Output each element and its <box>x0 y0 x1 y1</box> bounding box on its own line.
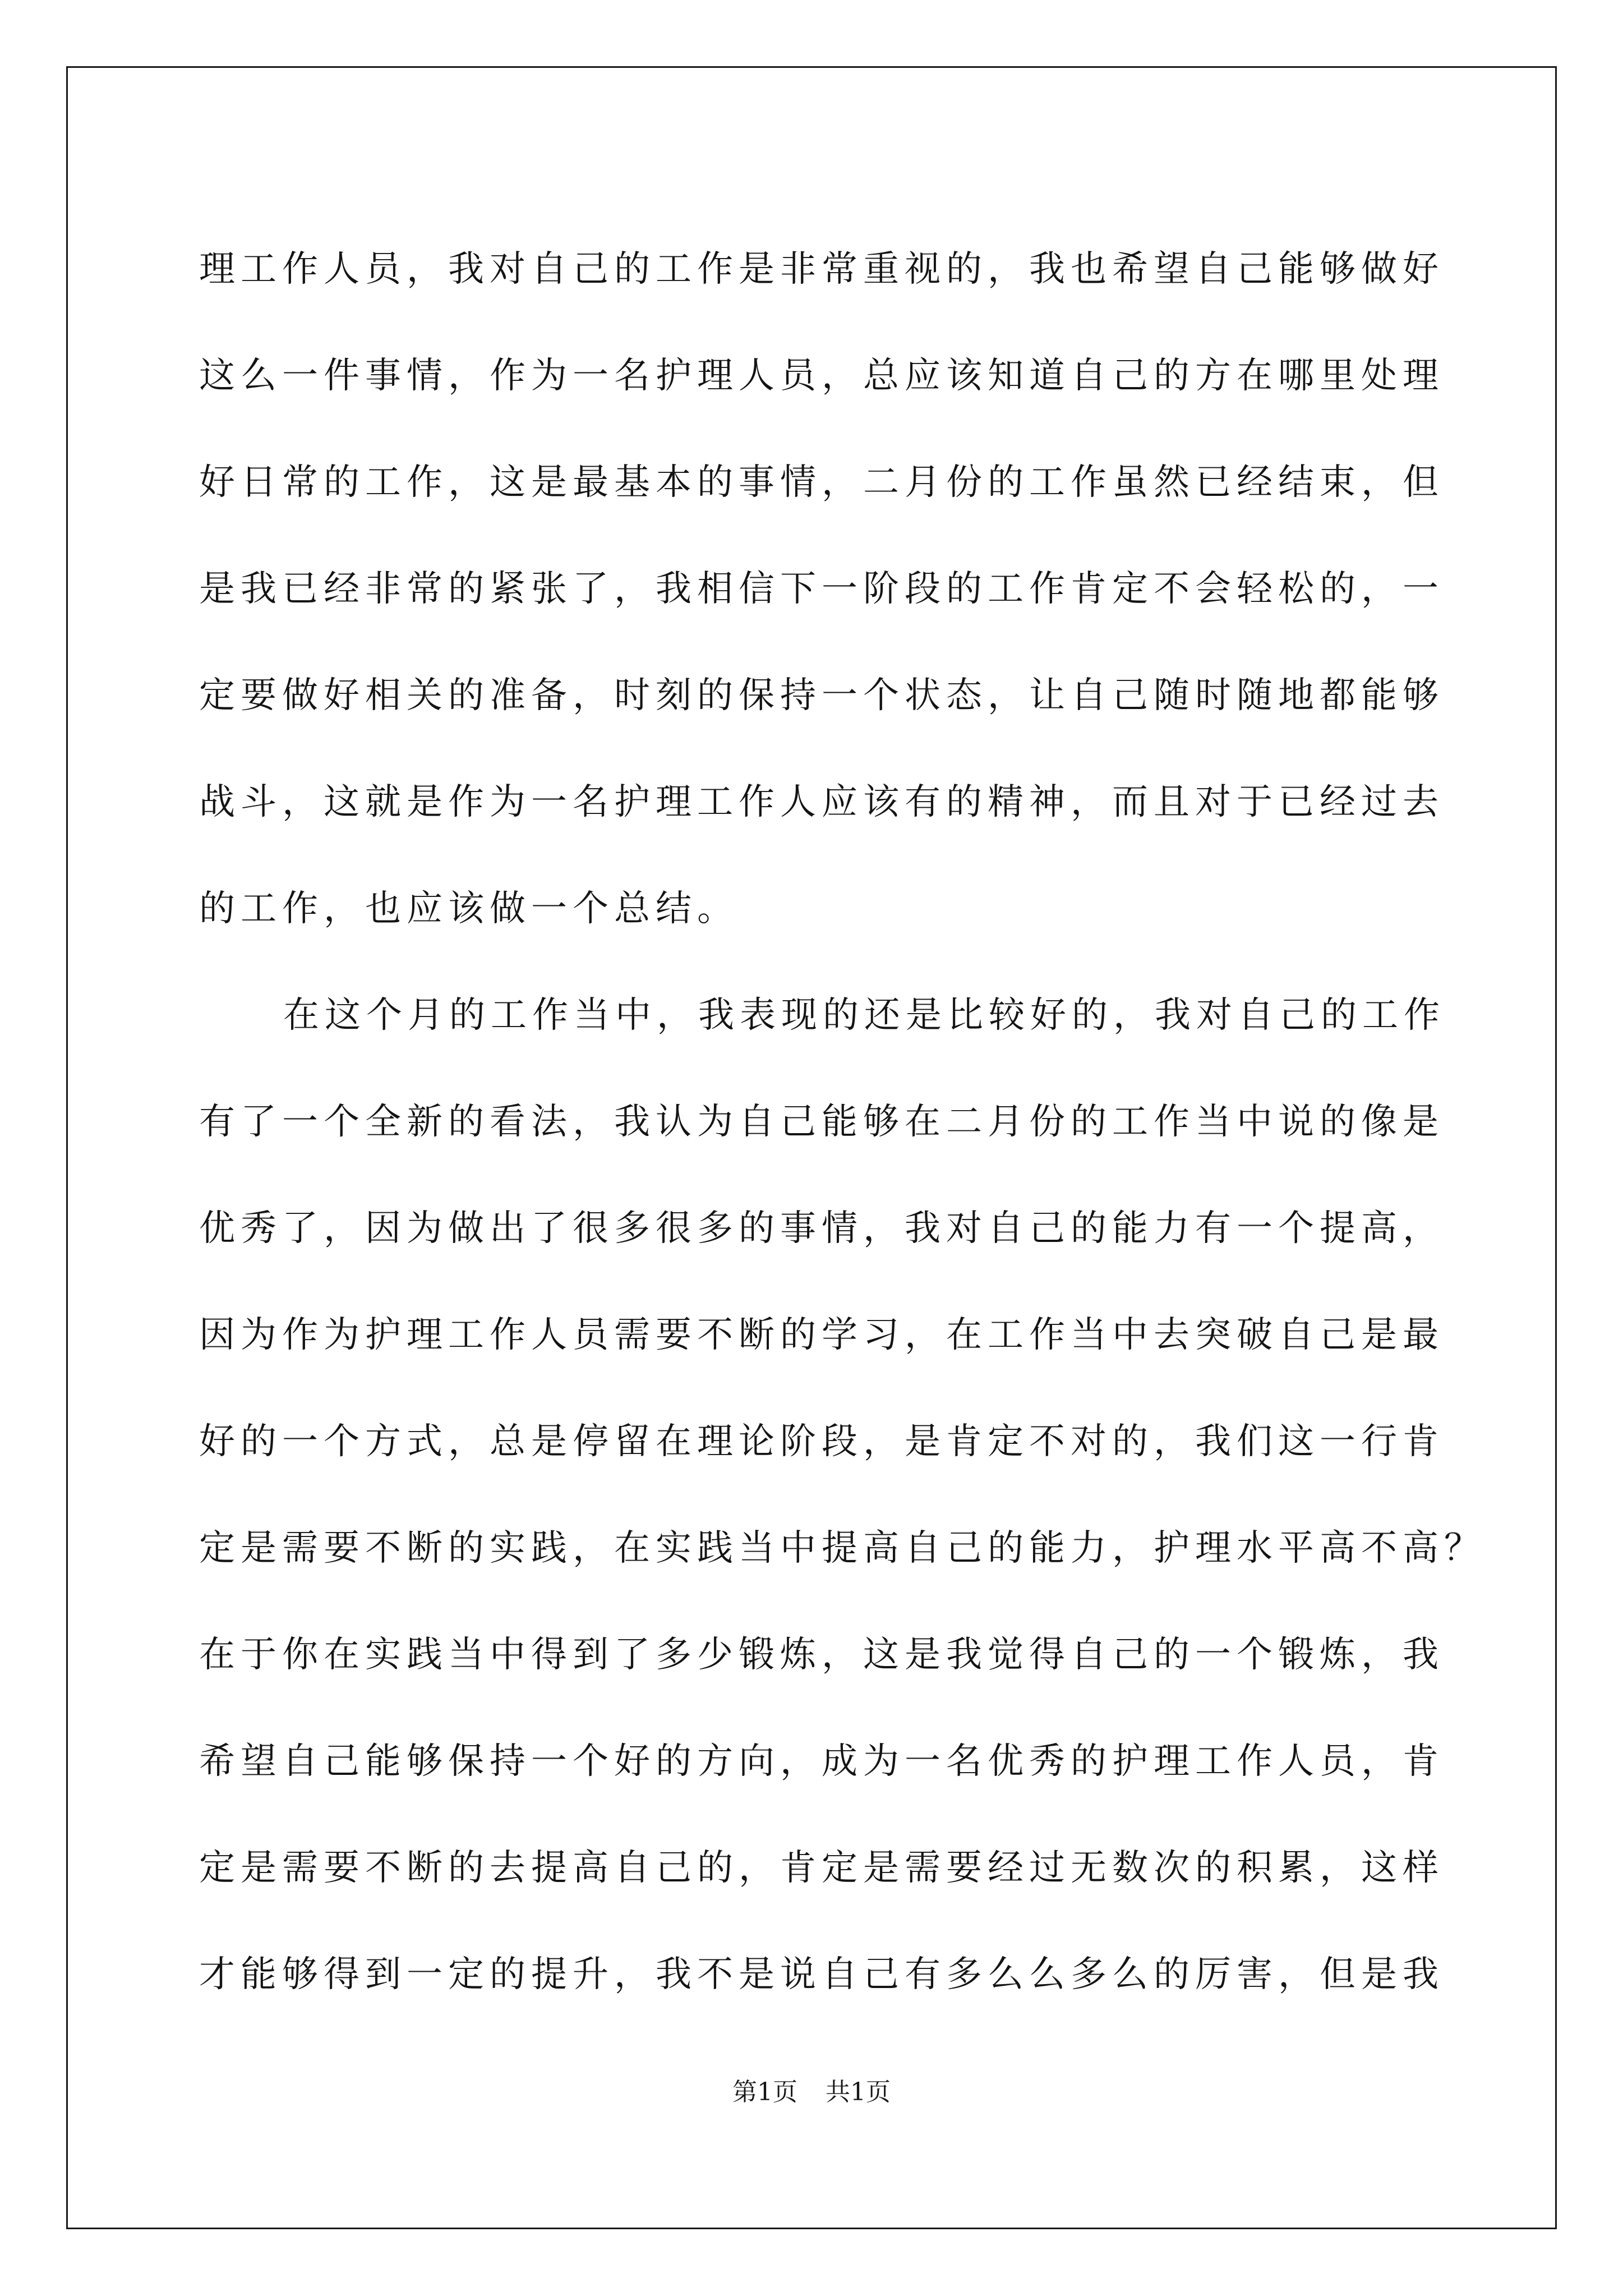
document-body <box>199 216 1486 2028</box>
text-line: 在于你在实践当中得到了多少锻炼，这是我觉得自己的一个锻炼，我 <box>199 1634 1444 1676</box>
text-line: 理工作人员，我对自己的工作是非常重视的，我也希望自己能够做好 <box>199 249 1444 290</box>
text-line: 希望自己能够保持一个好的方向，成为一名优秀的护理工作人员，肯 <box>199 1741 1444 1782</box>
text-line: 好日常的工作，这是最基本的事情，二月份的工作虽然已经结束，但 <box>199 462 1444 503</box>
text-line: 有了一个全新的看法，我认为自己能够在二月份的工作当中说的像是 <box>199 1101 1444 1143</box>
text-line: 定是需要不断的实践，在实践当中提高自己的能力，护理水平高不高？ <box>199 1527 1486 1569</box>
text-line: 才能够得到一定的提升，我不是说自己有多么么多么的厉害，但是我 <box>199 1954 1444 1995</box>
text-line: 定是需要不断的去提高自己的，肯定是需要经过无数次的积累，这样 <box>199 1847 1444 1889</box>
page-footer <box>0 2076 1623 2109</box>
text-line: 这么一件事情，作为一名护理人员，总应该知道自己的方在哪里处理 <box>199 355 1444 397</box>
text-line: 因为作为护理工作人员需要不断的学习，在工作当中去突破自己是最 <box>199 1314 1444 1356</box>
text-line: 战斗，这就是作为一名护理工作人应该有的精神，而且对于已经过去 <box>199 781 1444 823</box>
text-line: 是我已经非常的紧张了，我相信下一阶段的工作肯定不会轻松的，一 <box>199 568 1444 610</box>
text-line: 定要做好相关的准备，时刻的保持一个状态，让自己随时随地都能够 <box>199 675 1444 716</box>
page-number-total: 共1页 <box>826 2078 891 2106</box>
page-number-current: 第1页 <box>732 2078 797 2106</box>
text-line: 的工作，也应该做一个总结。 <box>199 888 739 930</box>
text-line: 好的一个方式，总是停留在理论阶段，是肯定不对的，我们这一行肯 <box>199 1421 1444 1462</box>
text-line: 优秀了，因为做出了很多很多的事情，我对自己的能力有一个提高， <box>199 1208 1444 1249</box>
text-line: 在这个月的工作当中，我表现的还是比较好的，我对自己的工作 <box>283 995 1445 1036</box>
